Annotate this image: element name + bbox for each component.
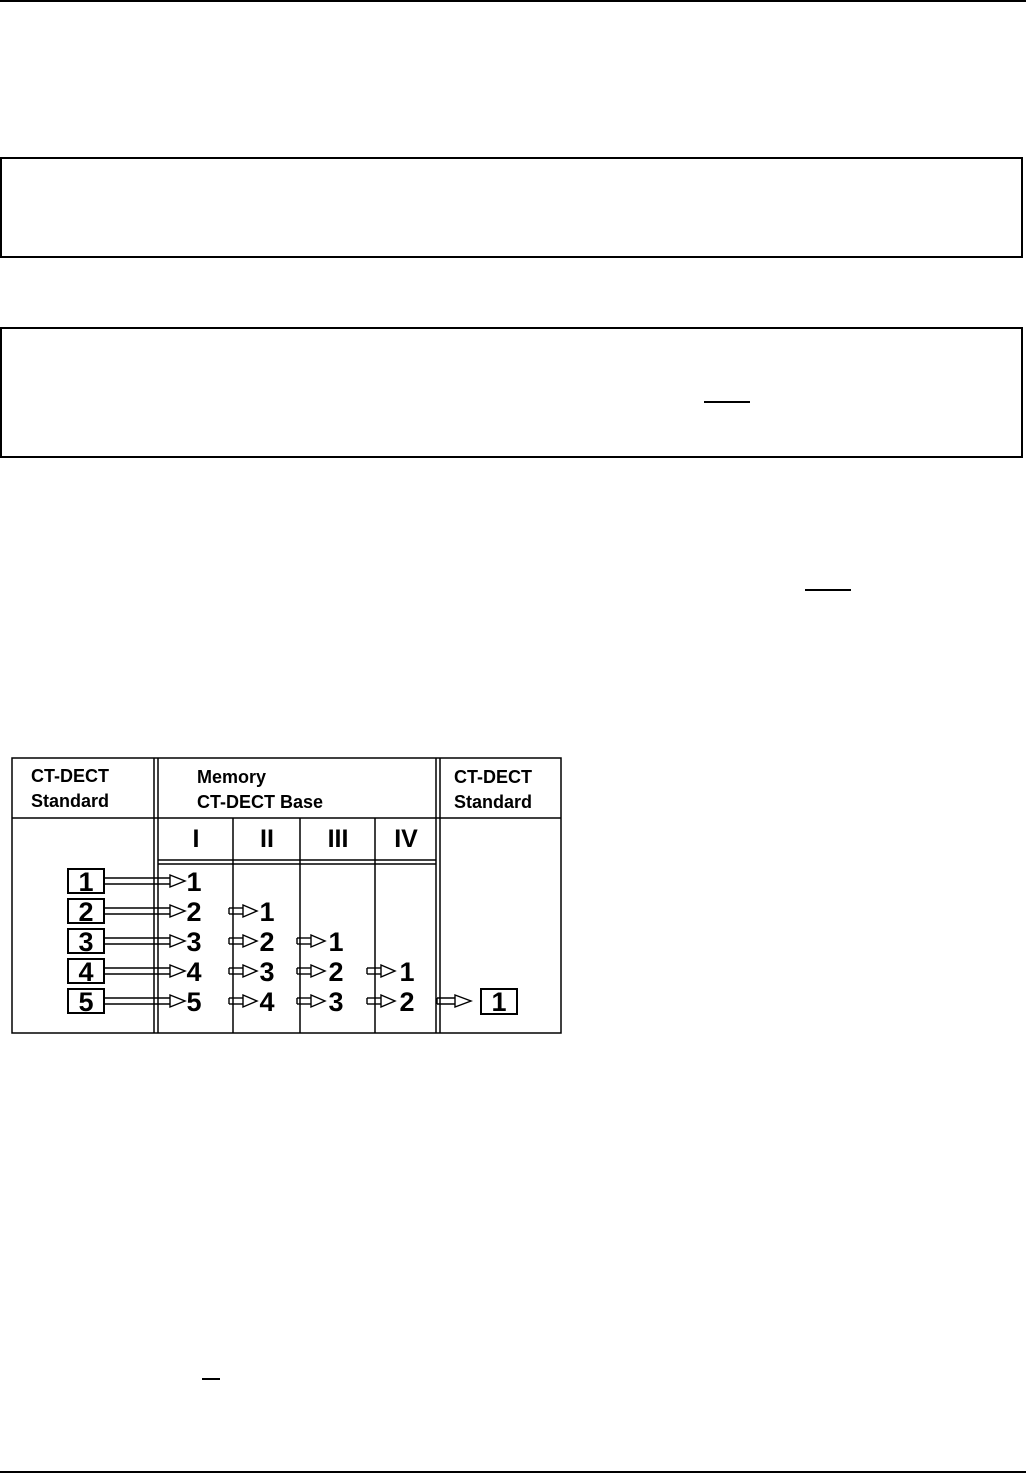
underline-mark-2: [805, 589, 851, 591]
slot-label-1: I: [192, 825, 200, 853]
underline-mark-1: [704, 401, 750, 403]
evicted-entry-label: 1: [491, 987, 507, 1017]
source-entry: [68, 987, 104, 1017]
memory-value: 3: [186, 927, 202, 957]
middle-header-line-2: CT-DECT Base: [197, 792, 324, 812]
input-arrow: [104, 875, 185, 887]
memory-value: 4: [259, 987, 275, 1017]
source-entry-label: 5: [78, 987, 94, 1017]
memory-value: 3: [328, 987, 344, 1017]
source-entry: [68, 927, 104, 957]
memory-value: 2: [328, 957, 344, 987]
memory-value: 1: [259, 897, 275, 927]
memory-value: 3: [259, 957, 275, 987]
right-header-line-1: CT-DECT: [454, 767, 532, 787]
input-arrow: [104, 965, 185, 977]
memory-value: 1: [399, 957, 415, 987]
shift-arrow: [367, 995, 395, 1007]
source-entry-label: 4: [78, 957, 94, 987]
input-arrow: [104, 935, 185, 947]
memory-value: 2: [259, 927, 275, 957]
middle-header-line-1: Memory: [197, 767, 267, 787]
input-arrow: [104, 905, 185, 917]
input-arrow: [104, 995, 185, 1007]
right-header-line-2: Standard: [454, 792, 533, 812]
slot-label-3: III: [327, 825, 349, 853]
memory-value: 1: [328, 927, 344, 957]
slot-label-2: II: [260, 825, 274, 853]
source-entry-label: 2: [78, 897, 94, 927]
bottom-rule: [0, 1471, 1026, 1473]
source-entry: [68, 957, 104, 987]
shift-arrow: [367, 965, 395, 977]
shift-arrow: [297, 935, 325, 947]
notice-box-2: [0, 327, 1023, 458]
left-header-line-1: CT-DECT: [31, 766, 109, 786]
top-rule: [0, 0, 1026, 2]
memory-value: 2: [399, 987, 415, 1017]
evict-arrow: [437, 995, 471, 1007]
underline-mark-3: [202, 1378, 220, 1380]
memory-value: 1: [186, 867, 202, 897]
slot-label-4: IV: [394, 825, 418, 853]
memory-shift-diagram: [11, 757, 563, 1037]
source-entry-label: 3: [78, 927, 94, 957]
left-header-line-2: Standard: [31, 791, 110, 811]
memory-value: 4: [186, 957, 202, 987]
source-entry: [68, 897, 104, 927]
source-entry-label: 1: [78, 867, 94, 897]
shift-arrow: [297, 995, 325, 1007]
notice-box-1: [0, 157, 1023, 258]
shift-arrow: [297, 965, 325, 977]
source-entry: [68, 867, 104, 897]
memory-value: 2: [186, 897, 202, 927]
memory-value: 5: [186, 987, 202, 1017]
